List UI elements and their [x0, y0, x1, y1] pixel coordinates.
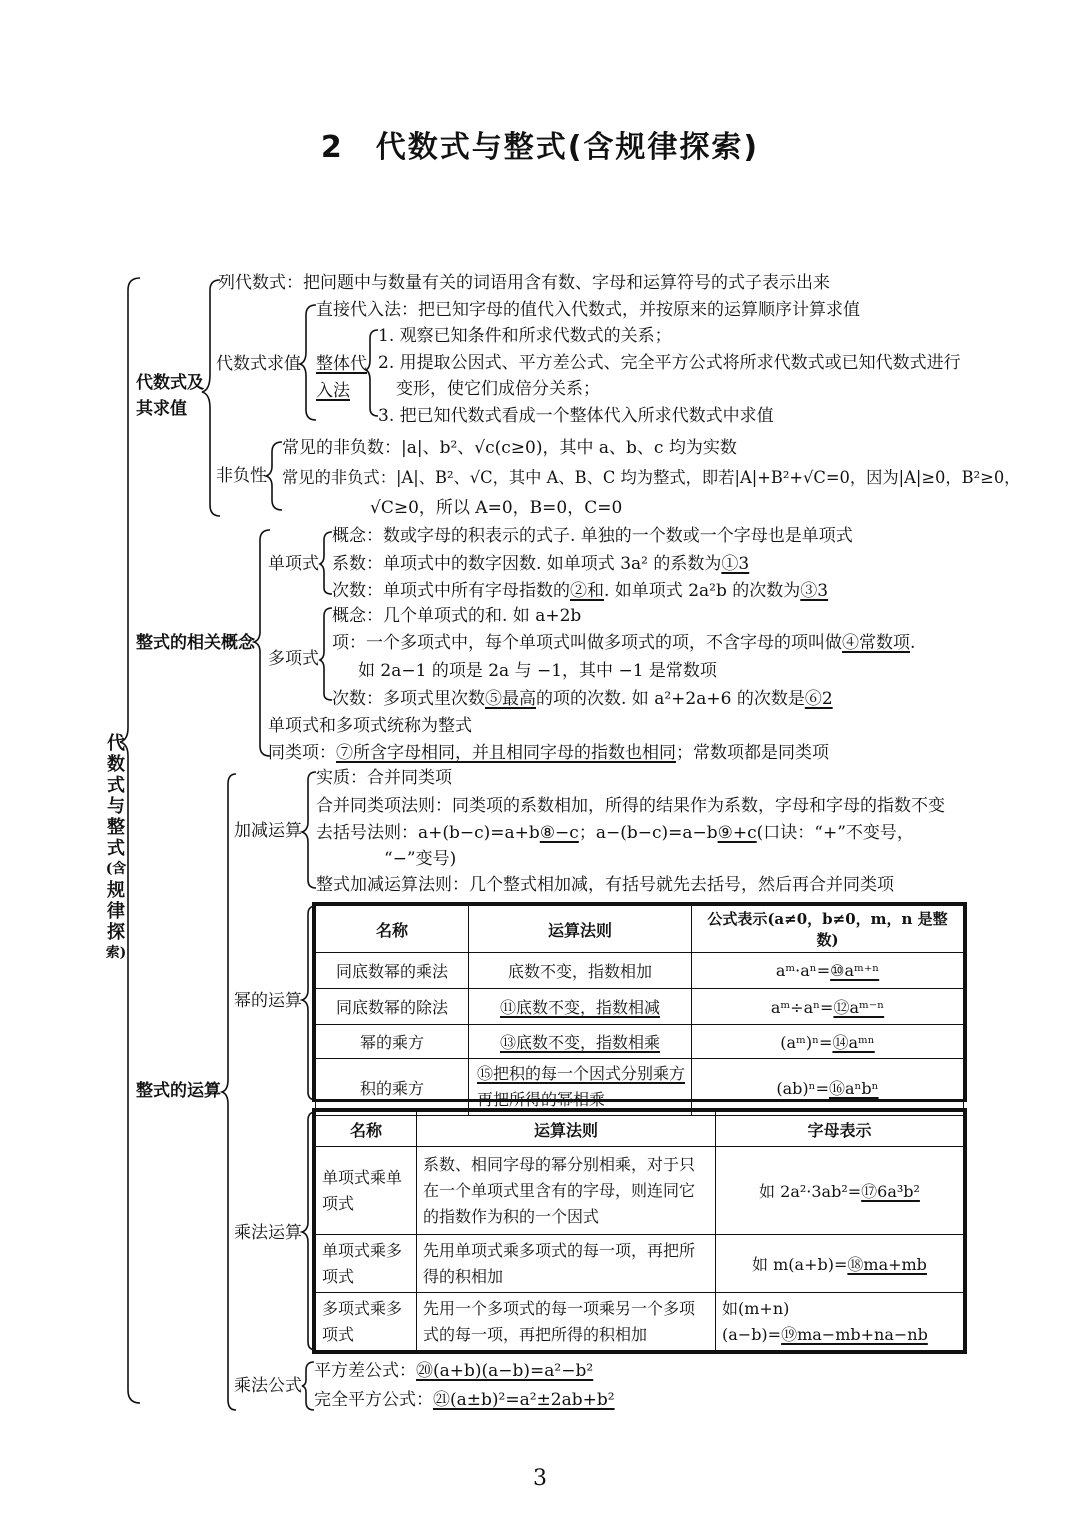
nonneg-label: 非负性: [216, 466, 267, 486]
text: 次数：多项式里次数: [332, 689, 485, 709]
duoxiang-concept: 概念：几个单项式的和. 如 a+2b: [332, 606, 582, 626]
danxiang-concept: 概念：数或字母的积表示的式子. 单独的一个数或一个字母也是单项式: [332, 526, 853, 546]
direct-substitution: 直接代入法：把已知字母的值代入代数式，并按原来的运算顺序计算求值: [316, 300, 860, 320]
root-char: 式: [107, 775, 125, 796]
row-name: 单项式乘多项式: [316, 1235, 417, 1293]
answer-blank: ③3: [800, 581, 829, 601]
duoxiang-term-example: 如 2a−1 的项是 2a 与 −1，其中 −1 是常数项: [358, 661, 717, 681]
text: ；常数项都是同类项: [676, 743, 829, 763]
section1-label-line2: 其求值: [136, 399, 187, 419]
whole-step1: 1. 观察已知条件和所求代数式的关系；: [378, 326, 672, 346]
answer-blank: ⑤最高: [485, 689, 536, 709]
text: 完全平方公式：: [314, 1390, 433, 1410]
row-name: 同底数幂的除法: [316, 989, 469, 1025]
header-formula: 字母表示: [716, 1112, 964, 1147]
root-char: (含: [105, 861, 127, 877]
header-rule: 运算法则: [417, 1112, 716, 1147]
text: .: [910, 633, 916, 653]
text: 如(m+n)(a−b)=: [722, 1298, 790, 1344]
answer-blank: ④常数项: [842, 633, 910, 653]
nonneg-number: 常见的非负数：|a|、b²、√c(c≥0)，其中 a、b、c 均为实数: [282, 438, 737, 458]
row-name: 多项式乘多项式: [316, 1293, 417, 1351]
text: (aᵐ)ⁿ=: [780, 1033, 833, 1052]
row-formula: [692, 989, 964, 1025]
text: 如 2a²·3ab²=: [759, 1182, 862, 1201]
text: 同类项：: [268, 743, 336, 763]
header-formula: 公式表示(a≠0，b≠0，m，n 是整数): [692, 906, 964, 953]
row-rule: ⑮把积的每一个因式分别乘方再把所得的幂相乘: [469, 1059, 692, 1116]
row-formula: [692, 953, 964, 989]
perfect-square: [314, 1389, 615, 1411]
answer-blank: ㉑(a±b)²=a²±2ab+b²: [433, 1390, 615, 1410]
text: 去括号法则：a+(b−c)=a+b: [316, 823, 540, 843]
answer-blank: ⑨+c: [717, 823, 757, 843]
answer-blank: ⑩aᵐ⁺ⁿ: [830, 961, 880, 980]
power-label: 幂的运算: [234, 991, 302, 1011]
duoxiang-label: 多项式: [268, 649, 319, 669]
nonneg-conclusion: √C≥0，所以 A=0，B=0，C=0: [370, 498, 623, 518]
text: 项：一个多项式中，每个单项式叫做多项式的项，不含字母的项叫做: [332, 633, 842, 653]
row-rule: 底数不变，指数相加: [469, 953, 692, 989]
danxiang-coefficient: [332, 553, 749, 575]
whole-step2b: 变形，使它们成倍分关系；: [396, 379, 600, 399]
answer-blank: ⑭aᵐⁿ: [832, 1033, 875, 1052]
whole-method-line1: 整体代: [316, 354, 367, 374]
answer-blank: ⑱ma+mb: [847, 1255, 927, 1274]
qiuzhi-label: 代数式求值: [216, 354, 301, 374]
root-char: 式: [107, 838, 125, 859]
power-table: [315, 905, 964, 1116]
row-name: 积的乘方: [316, 1059, 469, 1116]
section2-label: 整式的相关概念: [136, 633, 255, 653]
root-label: [102, 733, 130, 964]
header-rule: 运算法则: [469, 906, 692, 953]
section1-label-line1: 代数式及: [136, 373, 204, 393]
text: 的项的次数. 如 a²+2a+6 的次数是: [536, 689, 805, 709]
header-name: 名称: [316, 906, 469, 953]
answer-blank: ⑦所含字母相同，并且相同字母的指数也相同: [336, 743, 676, 763]
answer-blank: ⑫aᵐ⁻ⁿ: [833, 998, 885, 1017]
row-rule: ⑪底数不变，指数相减: [469, 989, 692, 1025]
danxiang-degree: [332, 580, 828, 602]
root-char: 探: [107, 922, 125, 943]
whole-method-line2: 入法: [316, 381, 350, 401]
answer-blank: ⑥2: [804, 689, 833, 709]
row-rule: 先用一个多项式的每一项乘另一个多项式的每一项，再把所得的积相加: [417, 1293, 716, 1351]
row-name: 幂的乘方: [316, 1025, 469, 1059]
answer-blank: ⑳(a+b)(a−b)=a²−b²: [416, 1361, 594, 1381]
lie-daishu-text: 列代数式：把问题中与数量有关的词语用含有数、字母和运算符号的式子表示出来: [218, 273, 830, 293]
text: 平方差公式：: [314, 1361, 416, 1381]
add-sub-label: 加减运算: [234, 821, 302, 841]
diff-of-squares: [314, 1360, 593, 1382]
text: ；a−(b−c)=a−b: [578, 823, 718, 843]
multiply-label: 乘法运算: [234, 1223, 302, 1243]
whole-step3: 3. 把已知代数式看成一个整体代入所求代数式中求值: [378, 406, 774, 426]
bracket-rule: [316, 822, 914, 844]
row-name: 单项式乘单项式: [316, 1147, 417, 1235]
root-char: 代: [107, 733, 125, 754]
text: aᵐ÷aⁿ=: [770, 998, 834, 1017]
text: (口诀：“+”不变号，: [756, 823, 914, 843]
whole-step2a: 2. 用提取公因式、平方差公式、完全平方公式将所求代数式或已知代数式进行: [378, 353, 961, 373]
nonneg-expression: 常见的非负式：|A|、B²、√C，其中 A、B、C 均为整式，即若|A|+B²+√C=0，因为|A|≥0，B²≥0，: [282, 468, 1021, 487]
row-rule: 系数、相同字母的幂分别相乘，对于只在一个单项式里含有的字母，则连同它的指数作为积的一个因式: [417, 1147, 716, 1235]
row-formula: [716, 1293, 964, 1351]
page-number: 3: [533, 1466, 547, 1491]
add-sub-rule: 整式加减运算法则：几个整式相加减，有括号就先去括号，然后再合并同类项: [316, 875, 894, 895]
answer-blank: ⑰6a³b²: [861, 1182, 920, 1201]
duoxiang-term: [332, 632, 915, 654]
page-title: 2 代数式与整式(含规律探索): [320, 130, 760, 165]
text: 系数：单项式中的数字因数. 如单项式 3a² 的系数为: [332, 554, 722, 574]
answer-blank: ⑯aⁿbⁿ: [828, 1078, 879, 1098]
bracket-rule-mnemonic: “−”变号): [384, 849, 457, 869]
text: 次数：单项式中所有字母指数的: [332, 581, 570, 601]
formula-label: 乘法公式: [234, 1376, 302, 1396]
row-rule: ⑬底数不变，指数相乘: [469, 1025, 692, 1059]
row-formula: [716, 1147, 964, 1235]
root-char: 规: [107, 880, 125, 901]
danxiang-label: 单项式: [268, 554, 319, 574]
header-name: 名称: [316, 1112, 417, 1147]
multiply-table: [315, 1111, 964, 1351]
similar-terms: [268, 742, 829, 764]
combine-rule: 合并同类项法则：同类项的系数相加，所得的结果作为系数，字母和字母的指数不变: [316, 796, 945, 816]
row-name: 同底数幂的乘法: [316, 953, 469, 989]
row-rule: 先用单项式乘多项式的每一项，再把所得的积相加: [417, 1235, 716, 1293]
add-essence: 实质：合并同类项: [316, 768, 452, 788]
root-char: 整: [107, 817, 125, 838]
answer-blank: ②和: [570, 581, 604, 601]
text: aᵐ·aⁿ=: [775, 961, 831, 980]
text: 如 m(a+b)=: [752, 1255, 848, 1274]
zhengshi-definition: 单项式和多项式统称为整式: [268, 716, 472, 736]
root-char: 与: [107, 796, 125, 817]
root-char: 索): [105, 945, 127, 961]
root-char: 律: [107, 901, 125, 922]
row-formula: [716, 1235, 964, 1293]
answer-blank: ①3: [721, 554, 750, 574]
answer-blank: ⑲ma−mb+na−nb: [781, 1324, 928, 1344]
duoxiang-degree: [332, 688, 833, 710]
text: (ab)ⁿ=: [776, 1078, 829, 1098]
text: . 如单项式 2a²b 的次数为: [604, 581, 801, 601]
row-formula: [692, 1025, 964, 1059]
answer-blank: ⑧−c: [539, 823, 579, 843]
section3-label: 整式的运算: [136, 1081, 221, 1101]
root-char: 数: [107, 754, 125, 775]
row-formula: [692, 1059, 964, 1116]
